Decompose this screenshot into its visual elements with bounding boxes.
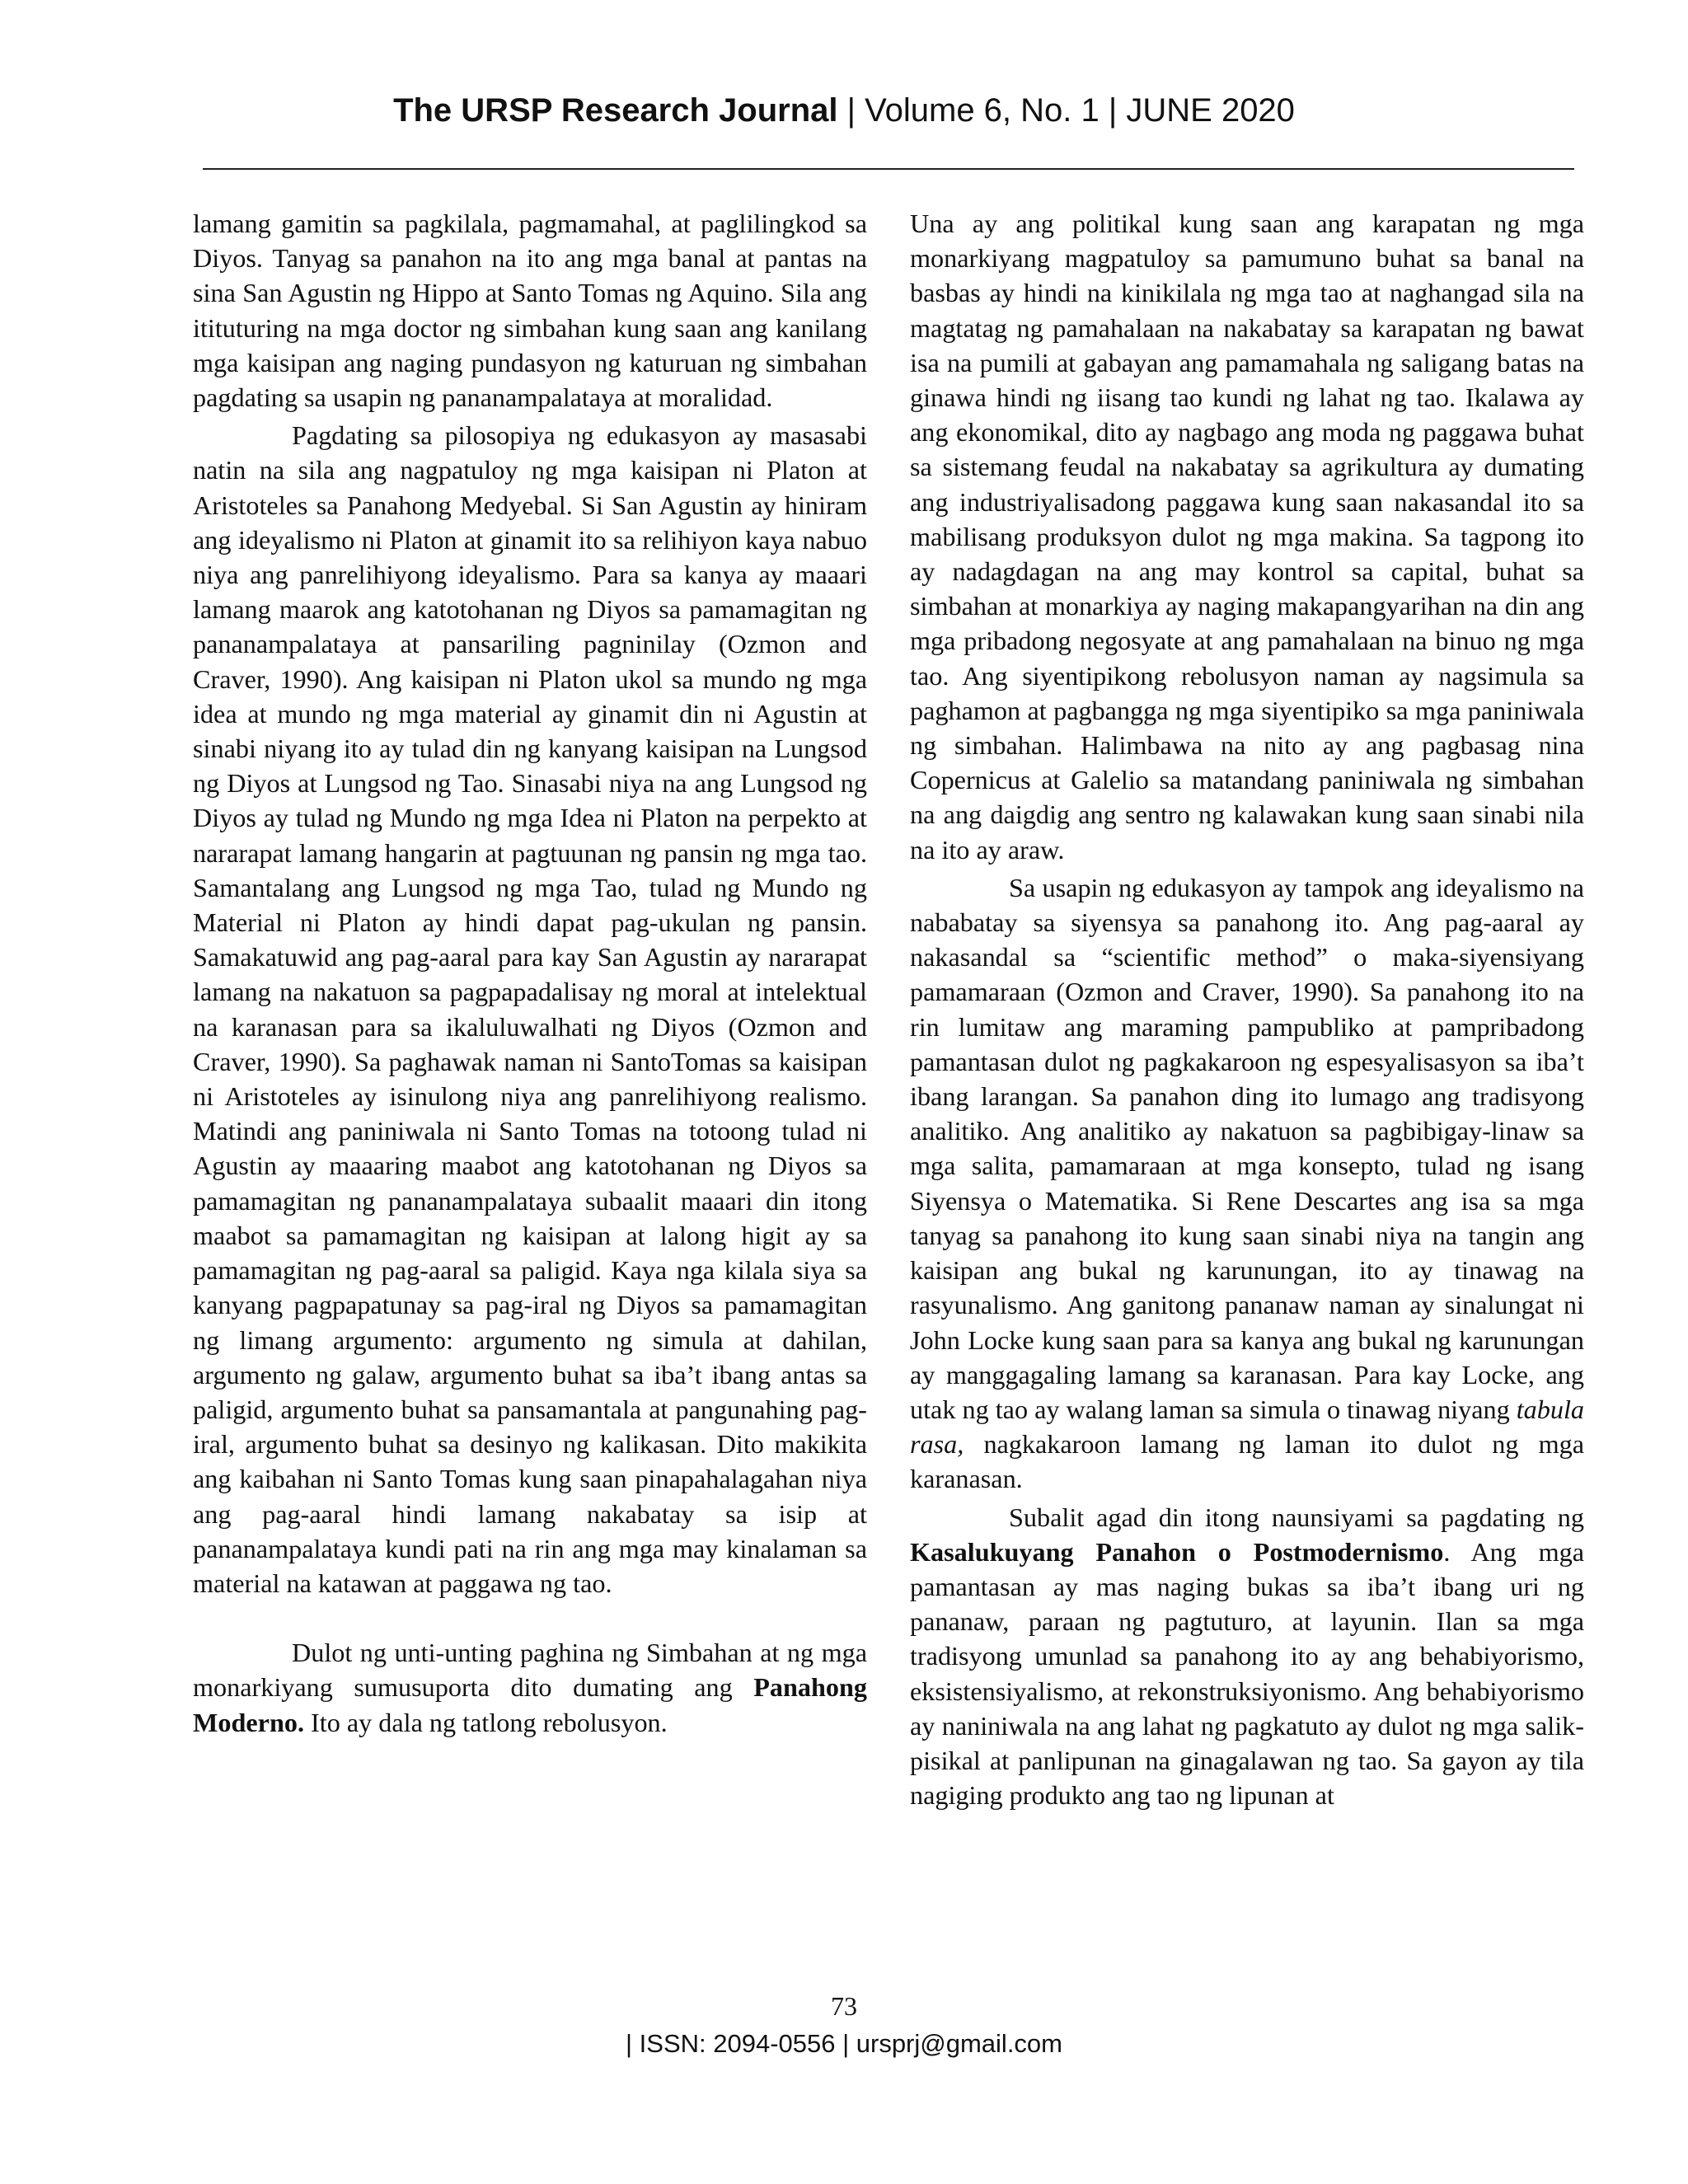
right-paragraph-1: Una ay ang politikal kung saan ang karapatan ng mga monarkiyang magpatuloy sa pamumuno buhat sa banal na basbas ay hindi na kinikilala ng mga tao at naghangad sila na magtatag ng pamahalaan na nakabatay sa karapatan ng bawat isa na pumili at gabayan ang pamamahala ng saligang batas na ginawa hindi ng iisang tao kundi ng lahat ng tao. Ikalawa ay ang ekonomikal, dito ay nagbago ang moda ng paggawa buhat sa sistemang feudal na nakabatay sa agrikultura ay dumating ang industriyalisadong paggawa kung saan nakasandal ito sa mabilisang produksyon dulot ng mga makina. Sa tagpong ito ay nadagdagan na ang may kontrol sa capital, buhat sa simbahan at monarkiya ay naging makapangyarihan na din ang mga pribadong negosyate at ang pamahalaan na binuo ng mga tao. Ang siyentipikong rebolusyon naman ay nagsimula sa paghamon at pagbangga ng mga siyentipiko sa mga paniniwala ng simbahan. Halimbawa na nito ay ang pagbasag nina Copernicus at Galelio sa matandang paniniwala ng simbahan na ang daigdig ang sentro ng kalawakan kung saan sinabi nila na ito ay araw. (910, 209, 1584, 865)
panahong-moderno-term: Panahong Moderno. (193, 1672, 867, 1737)
running-header (0, 92, 1688, 129)
right-column (910, 206, 1584, 1812)
postmodernismo-term: Kasalukuyang Panahon o Postmodernismo (910, 1536, 1444, 1567)
page-footer: | ISSN: 2094-0556 | ursprj@gmail.com (625, 2029, 1062, 2058)
left-column (193, 206, 867, 1740)
header-separator: | (837, 92, 865, 129)
tabula-rasa-term: tabula rasa, (910, 1394, 1584, 1460)
right-paragraph-2-end: nagkakaroon lamang ng laman ito dulot ng mga karanasan. (910, 1429, 1584, 1494)
right-paragraph-3 (910, 1500, 1584, 1813)
right-paragraph-2 (910, 870, 1584, 1497)
header-separator-2: | (1099, 92, 1127, 129)
journal-date: JUNE 2020 (1126, 92, 1295, 129)
right-paragraph-2-text: Sa usapin ng edukasyon ay tampok ang ideyalismo na nababatay sa siyensya sa panahong ito. Ang pag-aaral ay nakasandal sa “scientific method” o maka-siyensiyang pamamaraan (Ozmon and Craver, 1990). Sa panahong ito na rin lumitaw ang maraming pampubliko at pampribadong pamantasan dulot ng pagkakaroon ng espesyalisasyon sa iba’t ibang larangan. Sa panahon ding ito lumago ang tradisyong analitiko. Ang analitiko ay nakatuon sa pagbibigay-linaw sa mga salita, pamamaraan at mga konsepto, tulad ng isang Siyensya o Matematika. Si Rene Descartes ang isa sa mga tanyag sa panahong ito kung saan sinabi niya na tangin ang kaisipan ang bukal ng karunungan, ito ay tinawag na rasyunalismo. Ang ganitong pananaw naman ay sinalungat ni John Locke kung saan para sa kanya ang bukal ng karunungan ay manggagaling lamang sa karanasan. Para kay Locke, ang utak ng tao ay walang laman sa simula o tinawag niyang (910, 872, 1584, 1424)
header-rule (203, 168, 1574, 170)
left-paragraph-3-end: Ito ay dala ng tatlong rebolusyon. (304, 1707, 668, 1737)
journal-title: The URSP Research Journal (393, 92, 838, 129)
right-paragraph-3-end: . Ang mga pamantasan ay mas naging bukas sa iba’t ibang uri ng pananaw, paraan ng pagtuturo, at layunin. Ilan sa mga tradisyong umunlad sa panahong ito ay ang behabiyorismo, eksistensiyalismo, at rekonstruksiyonismo. Ang behabiyorismo ay naniniwala na ang lahat ng pagkatuto ay dulot ng mga salik-pisikal at panlipunan na ginagalawan ng tao. Sa gayon ay tila nagiging produkto ang tao ng lipunan at (910, 1536, 1584, 1811)
left-paragraph-2: Pagdating sa pilosopiya ng edukasyon ay masasabi natin na sila ang nagpatuloy ng mga kaisipan ni Platon at Aristoteles sa Panahong Medyebal. Si San Agustin ay hiniram ang ideyalismo ni Platon at ginamit ito sa relihiyon kaya nabuo niya ang panrelihiyong ideyalismo. Para sa kanya ay maaari lamang maarok ang katotohanan ng Diyos sa pamamagitan ng pananampalataya at pansariling pagninilay (Ozmon and Craver, 1990). Ang kaisipan ni Platon ukol sa mundo ng mga idea at mundo ng mga material ay ginamit din ni Agustin at sinabi niyang ito ay tulad din ng kanyang kaisipan na Lungsod ng Diyos at Lungsod ng Tao. Sinasabi niya na ang Lungsod ng Diyos ay tulad ng Mundo ng mga Idea ni Platon na perpekto at nararapat lamang hangarin at pagtuunan ng pansin ng mga tao. Samantalang ang Lungsod ng mga Tao, tulad ng Mundo ng Material ni Platon ay hindi dapat pag-ukulan ng pansin. Samakatuwid ang pag-aaral para kay San Agustin ay nararapat lamang na nakatuon sa pagpapadalisay ng moral at intelektual na karanasan para sa ikaluluwalhati ng Diyos (Ozmon and Craver, 1990). Sa paghawak naman ni SantoTomas sa kaisipan ni Aristoteles ay isinulong niya ang panrelihiyong realismo. Matindi ang paniniwala ni Santo Tomas na totoong tulad ni Agustin ay maaaring maabot ang katotohanan ng Diyos sa pamamagitan ng pananampalataya subaalit maaari din itong maabot sa pamamagitan ng kaisipan at lalong higit ay sa pamamagitan ng pag-aaral sa paligid. Kaya nga kilala siya sa kanyang pagpapatunay sa pag-iral ng Diyos sa pamamagitan ng limang argumento: argumento ng simula at dahilan, argumento ng galaw, argumento buhat sa iba’t ibang antas sa paligid, argumento buhat sa pansamantala at pangunahing pag-iral, argumento buhat sa desinyo ng kalikasan. Dito makikita ang kaibahan ni Santo Tomas kung saan pinapahalagahan niya ang pag-aaral hindi lamang nakabatay sa isip at pananampalataya kundi pati na rin ang mga may kinalaman sa material na katawan at paggawa ng tao. (193, 420, 867, 1598)
left-paragraph-3 (193, 1635, 867, 1740)
left-paragraph-3-text: Dulot ng unti-unting paghina ng Simbahan at ng mga monarkiyang sumusuporta dito dumating ang (193, 1638, 867, 1703)
left-paragraph-1: lamang gamitin sa pagkilala, pagmamahal, at paglilingkod sa Diyos. Tanyag sa panahon na ito ang mga banal at pantas na sina San Agustin ng Hippo at Santo Tomas ng Aquino. Sila ang itituturing na mga doctor ng simbahan kung saan ang kanilang mga kaisipan ang naging pundasyon ng katuruan ng simbahan pagdating sa usapin ng pananampalataya at moralidad. (193, 209, 867, 413)
page-number: 73 (831, 1991, 857, 2021)
journal-volume: Volume 6, No. 1 (865, 92, 1100, 129)
right-paragraph-3-text: Subalit agad din itong naunsiyami sa pagdating ng (1009, 1502, 1584, 1532)
